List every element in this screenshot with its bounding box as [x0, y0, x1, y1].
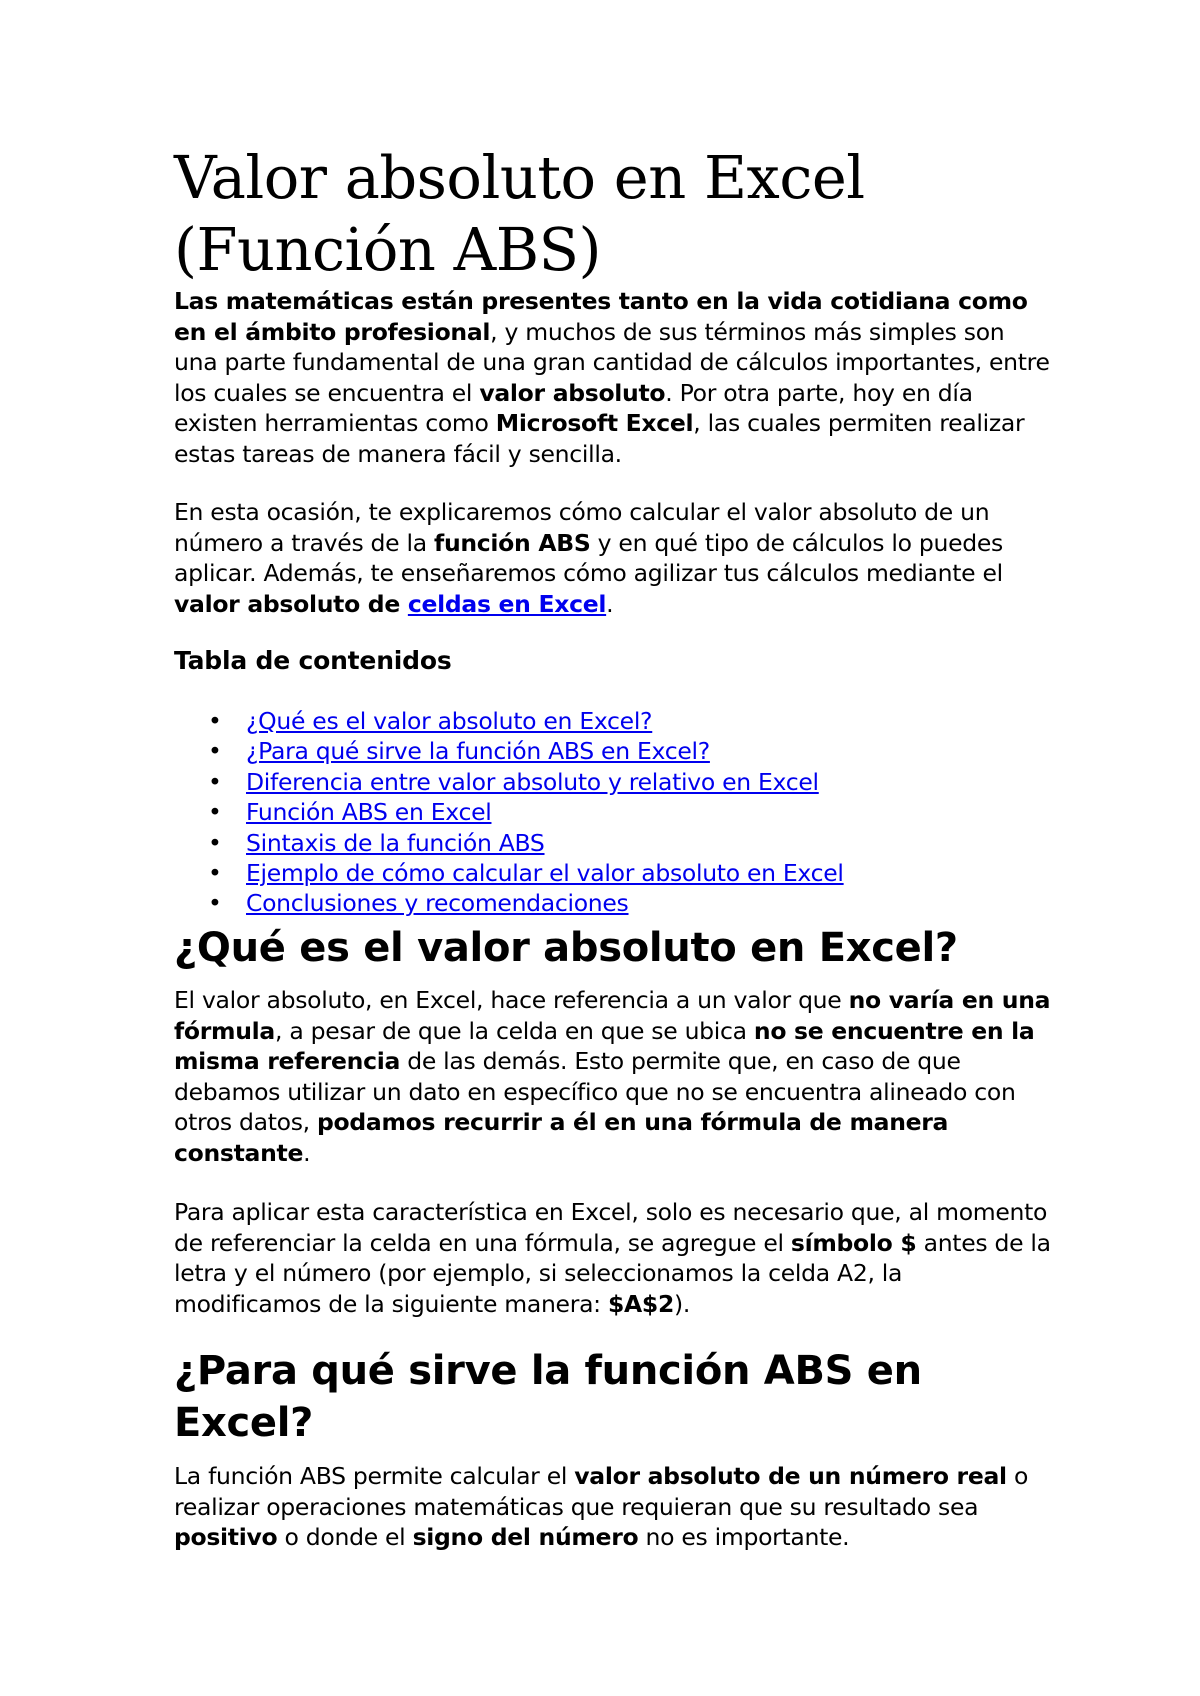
s1-text-3: de las demás. Esto permite que, en caso de que debamos utilizar un dato en específico que no se encuentra alineado con otros datos, — [174, 1047, 1016, 1136]
bullet-icon: • — [208, 798, 222, 827]
s1-text-2: , a pesar de que la celda en que se ubica — [275, 1016, 754, 1045]
toc-link-que-es[interactable]: ¿Qué es el valor absoluto en Excel? — [246, 707, 653, 735]
intro-paragraph-1 — [174, 286, 1054, 469]
s1p2-text-1: Para aplicar esta característica en Excel, solo es necesario que, al momento de referenciar la celda en una fórmula, se agregue el — [174, 1198, 1048, 1257]
intro2-text-3: . — [606, 589, 614, 618]
section1-heading: ¿Qué es el valor absoluto en Excel? — [174, 925, 958, 971]
toc-link-ejemplo[interactable]: Ejemplo de cómo calcular el valor absoluto en Excel — [246, 859, 844, 888]
s1p2-bold-1: símbolo $ — [790, 1228, 917, 1257]
s1-text-4: . — [303, 1138, 311, 1167]
s1-bold-1: no varía en una fórmula — [174, 986, 1051, 1045]
s2-text-3: o donde el — [277, 1523, 413, 1551]
toc-item — [174, 706, 844, 736]
toc-heading: Tabla de contenidos — [174, 646, 452, 675]
section1-paragraph-2 — [174, 1197, 1054, 1319]
bullet-icon: • — [208, 767, 222, 796]
toc-item — [174, 858, 844, 888]
intro-bold-1: Las matemáticas están presentes tanto en la vida cotidiana como en el ámbito profesional — [174, 287, 1028, 346]
s1-bold-3: podamos recurrir a él en una fórmula de manera constante — [174, 1108, 949, 1167]
s2-text-1: La función ABS permite calcular el — [174, 1462, 575, 1490]
toc-item — [174, 828, 844, 858]
toc-link-para-que-sirve[interactable]: ¿Para qué sirve la función ABS en Excel? — [246, 737, 710, 766]
intro-paragraph-2 — [174, 497, 1054, 619]
toc-list — [174, 706, 844, 919]
intro-text-3: , las cuales permiten realizar estas tareas de manera fácil y sencilla. — [174, 409, 1025, 468]
celdas-excel-link[interactable]: celdas en Excel — [407, 589, 607, 618]
s1p2-bold-2: $A$2 — [607, 1289, 675, 1318]
intro-text-1: , y muchos de sus términos más simples son una parte fundamental de una gran cantidad de cálculos importantes, entre los cuales se encuentra el — [174, 317, 1050, 407]
s2-bold-1: valor absoluto de un número real — [574, 1462, 1007, 1490]
section2-heading: ¿Para qué sirve la función ABS en Excel? — [174, 1348, 922, 1446]
intro-bold-2: valor absoluto — [479, 378, 666, 407]
toc-item — [174, 797, 844, 827]
s1-text-1: El valor absoluto, en Excel, hace referencia a un valor que — [174, 986, 849, 1014]
bullet-icon: • — [208, 707, 222, 735]
intro2-bold-1: función ABS — [434, 528, 591, 557]
s1-bold-2: no se encuentre en la misma referencia — [174, 1016, 1035, 1075]
s2-bold-3: signo del número — [412, 1523, 639, 1551]
bullet-icon: • — [208, 737, 222, 766]
toc-item — [174, 888, 844, 918]
intro-bold-3: Microsoft Excel — [495, 409, 694, 437]
intro-text-2: . Por otra parte, hoy en día existen herramientas como — [174, 378, 973, 437]
toc-link-sintaxis[interactable]: Sintaxis de la función ABS — [246, 828, 545, 857]
toc-item — [174, 767, 844, 797]
section2-paragraph-1 — [174, 1461, 1054, 1553]
intro2-text-2: y en qué tipo de cálculos lo puedes aplicar. Además, te enseñaremos cómo agilizar tus cálculos mediante el — [174, 528, 1003, 587]
s2-text-2: o realizar operaciones matemáticas que requieran que su resultado sea — [174, 1462, 1029, 1521]
toc-item — [174, 736, 844, 766]
bullet-icon: • — [208, 828, 222, 857]
s1p2-text-2: antes de la letra y el número (por ejemplo, si seleccionamos la celda A2, la modificamos de la siguiente manera: — [174, 1228, 1051, 1318]
intro2-text-1: En esta ocasión, te explicaremos cómo calcular el valor absoluto de un número a través de la — [174, 498, 990, 557]
s2-text-4: no es importante. — [638, 1523, 850, 1551]
page-title: Valor absoluto en Excel (Función ABS) — [174, 143, 865, 284]
toc-link-funcion-abs[interactable]: Función ABS en Excel — [246, 798, 492, 827]
toc-link-conclusiones[interactable]: Conclusiones y recomendaciones — [246, 889, 629, 918]
bullet-icon: • — [208, 859, 222, 888]
section1-paragraph-1 — [174, 985, 1054, 1168]
toc-link-diferencia[interactable]: Diferencia entre valor absoluto y relativo en Excel — [246, 767, 819, 796]
bullet-icon: • — [208, 889, 222, 918]
s1p2-text-3: ). — [674, 1289, 691, 1318]
intro2-bold-2: valor absoluto de — [174, 589, 408, 618]
s2-bold-2: positivo — [174, 1523, 278, 1551]
